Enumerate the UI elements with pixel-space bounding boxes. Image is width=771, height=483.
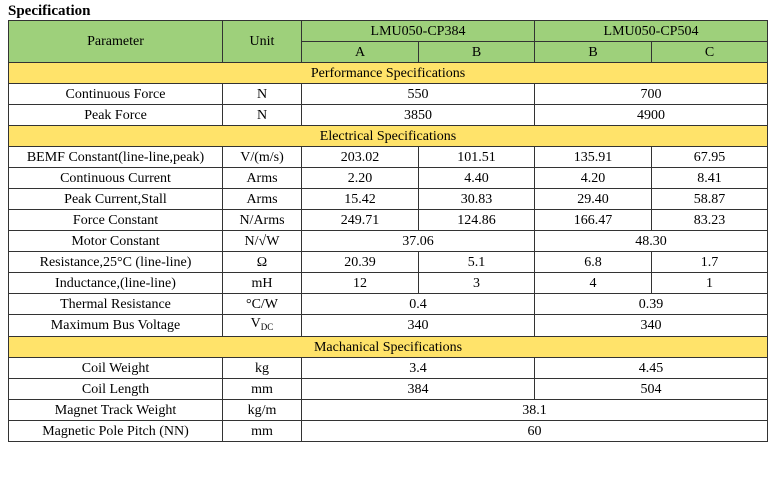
table-row — [9, 84, 768, 105]
table-row — [9, 379, 768, 400]
table-row — [9, 315, 768, 337]
param-cell: Thermal Resistance — [9, 294, 223, 315]
value-cell: 135.91 — [535, 147, 652, 168]
value-cell: 3.4 — [302, 358, 535, 379]
header-parameter: Parameter — [9, 21, 223, 63]
table-row — [9, 358, 768, 379]
header-model-cp384: LMU050-CP384 — [302, 21, 535, 42]
header-winding-c: C — [652, 42, 768, 63]
value-cell: 2.20 — [302, 168, 419, 189]
table-row — [9, 210, 768, 231]
table-row — [9, 231, 768, 252]
value-cell: 38.1 — [302, 400, 768, 421]
section-row — [9, 337, 768, 358]
param-cell: BEMF Constant(line-line,peak) — [9, 147, 223, 168]
unit-cell: N — [223, 105, 302, 126]
value-cell: 504 — [535, 379, 768, 400]
value-cell: 4 — [535, 273, 652, 294]
table-row — [9, 252, 768, 273]
header-winding-a: A — [302, 42, 419, 63]
value-cell: 1.7 — [652, 252, 768, 273]
section-electrical: Electrical Specifications — [9, 126, 768, 147]
table-row — [9, 189, 768, 210]
unit-cell: V/(m/s) — [223, 147, 302, 168]
value-cell: 384 — [302, 379, 535, 400]
param-cell: Magnetic Pole Pitch (NN) — [9, 421, 223, 442]
value-cell: 58.87 — [652, 189, 768, 210]
value-cell: 60 — [302, 421, 768, 442]
value-cell: 8.41 — [652, 168, 768, 189]
unit-cell: kg — [223, 358, 302, 379]
section-row — [9, 126, 768, 147]
unit-cell: N/√W — [223, 231, 302, 252]
unit-cell: mm — [223, 379, 302, 400]
param-cell: Resistance,25°C (line-line) — [9, 252, 223, 273]
value-cell: 700 — [535, 84, 768, 105]
unit-cell: Arms — [223, 189, 302, 210]
table-row — [9, 105, 768, 126]
value-cell: 20.39 — [302, 252, 419, 273]
unit-cell: mm — [223, 421, 302, 442]
value-cell: 3 — [419, 273, 535, 294]
unit-main: V — [250, 316, 261, 331]
unit-cell: kg/m — [223, 400, 302, 421]
unit-cell: Arms — [223, 168, 302, 189]
unit-cell: °C/W — [223, 294, 302, 315]
unit-cell: Ω — [223, 252, 302, 273]
value-cell: 166.47 — [535, 210, 652, 231]
param-cell: Magnet Track Weight — [9, 400, 223, 421]
table-row — [9, 147, 768, 168]
value-cell: 4900 — [535, 105, 768, 126]
value-cell: 340 — [302, 315, 535, 337]
header-model-cp504: LMU050-CP504 — [535, 21, 768, 42]
section-row — [9, 63, 768, 84]
param-cell: Inductance,(line-line) — [9, 273, 223, 294]
header-row — [9, 21, 768, 42]
value-cell: 12 — [302, 273, 419, 294]
value-cell: 48.30 — [535, 231, 768, 252]
value-cell: 1 — [652, 273, 768, 294]
value-cell: 4.20 — [535, 168, 652, 189]
section-performance: Performance Specifications — [9, 63, 768, 84]
table-row — [9, 421, 768, 442]
table-row — [9, 168, 768, 189]
unit-cell: N — [223, 84, 302, 105]
param-cell: Continuous Current — [9, 168, 223, 189]
value-cell: 30.83 — [419, 189, 535, 210]
table-row — [9, 400, 768, 421]
value-cell: 4.45 — [535, 358, 768, 379]
value-cell: 29.40 — [535, 189, 652, 210]
param-cell: Coil Weight — [9, 358, 223, 379]
value-cell: 550 — [302, 84, 535, 105]
value-cell: 101.51 — [419, 147, 535, 168]
value-cell: 340 — [535, 315, 768, 337]
unit-subscript: DC — [260, 322, 274, 332]
param-cell: Maximum Bus Voltage — [9, 315, 223, 337]
value-cell: 0.39 — [535, 294, 768, 315]
value-cell: 6.8 — [535, 252, 652, 273]
value-cell: 3850 — [302, 105, 535, 126]
header-winding-b: B — [419, 42, 535, 63]
param-cell: Motor Constant — [9, 231, 223, 252]
value-cell: 124.86 — [419, 210, 535, 231]
header-unit: Unit — [223, 21, 302, 63]
value-cell: 4.40 — [419, 168, 535, 189]
param-cell: Continuous Force — [9, 84, 223, 105]
table-row — [9, 294, 768, 315]
unit-cell: mH — [223, 273, 302, 294]
value-cell: 37.06 — [302, 231, 535, 252]
unit-cell: N/Arms — [223, 210, 302, 231]
param-cell: Peak Force — [9, 105, 223, 126]
value-cell: 15.42 — [302, 189, 419, 210]
param-cell: Peak Current,Stall — [9, 189, 223, 210]
section-mechanical: Machanical Specifications — [9, 337, 768, 358]
value-cell: 203.02 — [302, 147, 419, 168]
value-cell: 67.95 — [652, 147, 768, 168]
header-winding-b: B — [535, 42, 652, 63]
value-cell: 0.4 — [302, 294, 535, 315]
unit-cell — [223, 315, 302, 337]
page-title: Specification — [8, 3, 91, 19]
value-cell: 249.71 — [302, 210, 419, 231]
value-cell: 5.1 — [419, 252, 535, 273]
param-cell: Coil Length — [9, 379, 223, 400]
value-cell: 83.23 — [652, 210, 768, 231]
param-cell: Force Constant — [9, 210, 223, 231]
specification-table — [8, 20, 768, 442]
table-row — [9, 273, 768, 294]
